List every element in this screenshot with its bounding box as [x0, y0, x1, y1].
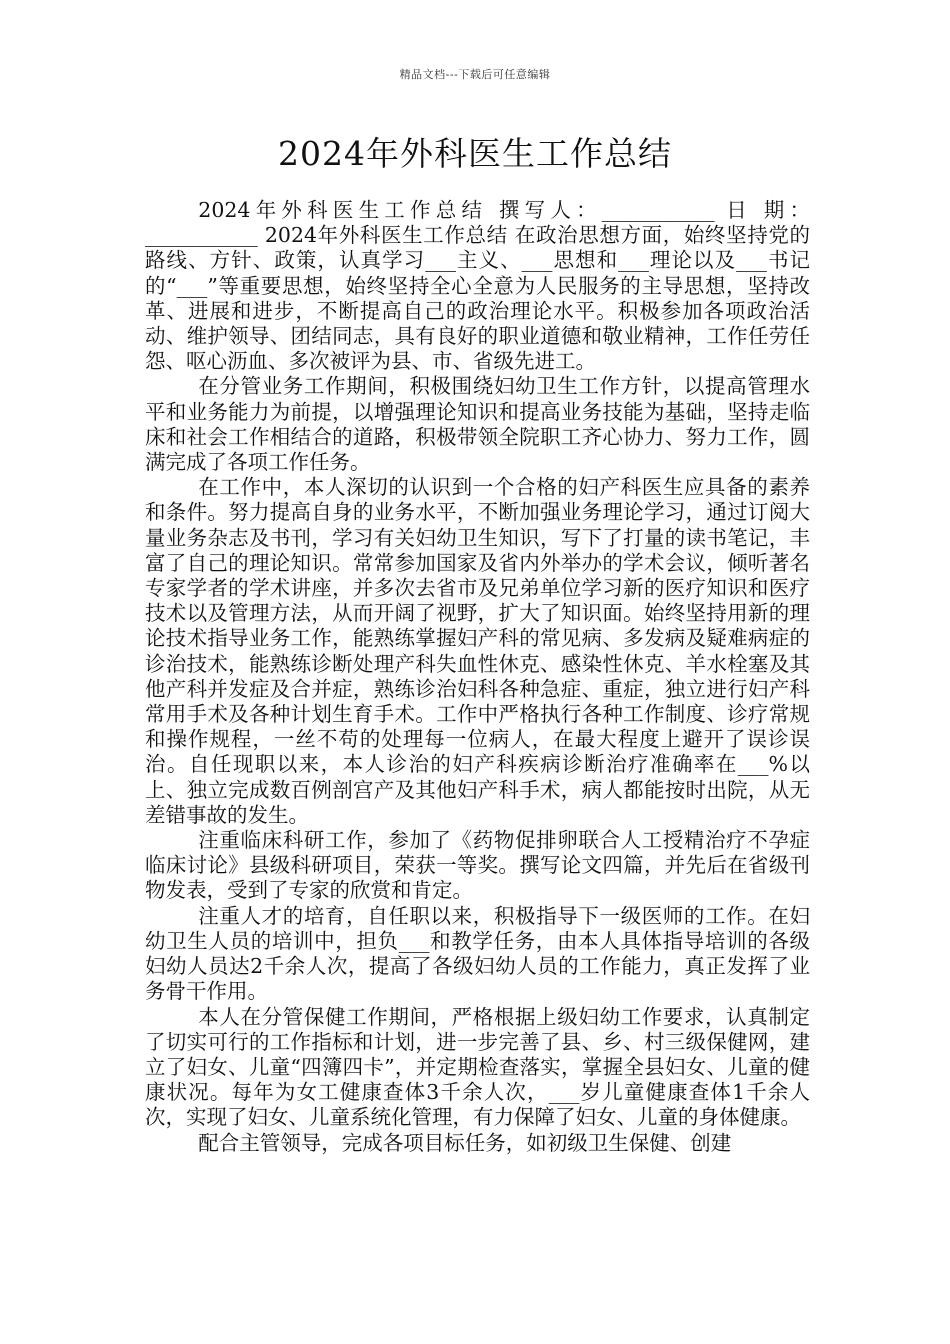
document-title: 2024年外科医生工作总结 — [278, 134, 672, 173]
paragraph: 本人在分管保健工作期间，严格根据上级妇幼工作要求，认真制定了切实可行的工作指标和计划，进一步完善了县、乡、村三级保健网，建立了妇女、儿童“四簿四卡”，并定期检查落实，掌握全县妇女、儿童的健康状况。每年为女工健康查体3千余人次，___岁儿童健康查体1千余人次，实现了妇女、儿童系统化管理，有力保障了妇女、儿童的身体健康。 — [145, 1004, 810, 1130]
paragraph: 配合主管领导，完成各项目标任务，如初级卫生保健、创建 — [198, 1130, 732, 1155]
header-note: 精品文档---下载后可任意编辑 — [399, 68, 551, 81]
paragraph: 在分管业务工作期间，积极围绕妇幼卫生工作方针，以提高管理水平和业务能力为前提，以增强理论知识和提高业务技能为基础，坚持走临床和社会工作相结合的道路，积极带领全院职工齐心协力、努力工作，圆满完成了各项工作任务。 — [145, 374, 810, 475]
paragraph: 注重临床科研工作，参加了《药物促排卵联合人工授精治疗不孕症临床讨论》县级科研项目，荣获一等奖。撰写论文四篇，并先后在省级刊物发表，受到了专家的欣赏和肯定。 — [145, 828, 810, 903]
document-body — [145, 198, 810, 1156]
paragraph: 注重人才的培育，自任职以来，积极指导下一级医师的工作。在妇幼卫生人员的培训中，担负___和教学任务，由本人具体指导培训的各级妇幼人员达2千余人次，提高了各级妇幼人员的工作能力，真正发挥了业务骨干作用。 — [145, 903, 810, 1004]
paragraph: 在工作中，本人深切的认识到一个合格的妇产科医生应具备的素养和条件。努力提高自身的业务水平，不断加强业务理论学习，通过订阅大量业务杂志及书刊，学习有关妇幼卫生知识，写下了打量的读书笔记，丰富了自己的理论知识。常常参加国家及省内外举办的学术会议，倾听著名专家学者的学术讲座，并多次去省市及兄弟单位学习新的医疗知识和医疗技术以及管理方法，从而开阔了视野，扩大了知识面。始终坚持用新的理论技术指导业务工作，能熟练掌握妇产科的常见病、多发病及疑难病症的诊治技术，能熟练诊断处理产科失血性休克、感染性休克、羊水栓塞及其他产科并发症及合并症，熟练诊治妇科各种急症、重症，独立进行妇产科常用手术及各种计划生育手术。工作中严格执行各种工作制度、诊疗常规和操作规程，一丝不苟的处理每一位病人，在最大程度上避开了误诊误治。自任现职以来，本人诊治的妇产科疾病诊断治疗准确率在___%以上、独立完成数百例剖宫产及其他妇产科手术，病人都能按时出院，从无差错事故的发生。 — [145, 475, 810, 827]
paragraph: 2024年外科医生工作总结 撰写人：___________ 日 期：___________ 2024年外科医生工作总结 在政治思想方面，始终坚持党的路线、方针、政策，认真学习___主义、___思想和___理论以及___书记的“___”等重要思想，始终坚持全心全意为人民服务的主导思想，坚持改革、进展和进步，不断提高自己的政治理论水平。积极参加各项政治活动、维护领导、团结同志，具有良好的职业道德和敬业精神，工作任劳任怨、呕心沥血、多次被评为县、市、省级先进工。 — [145, 198, 810, 374]
